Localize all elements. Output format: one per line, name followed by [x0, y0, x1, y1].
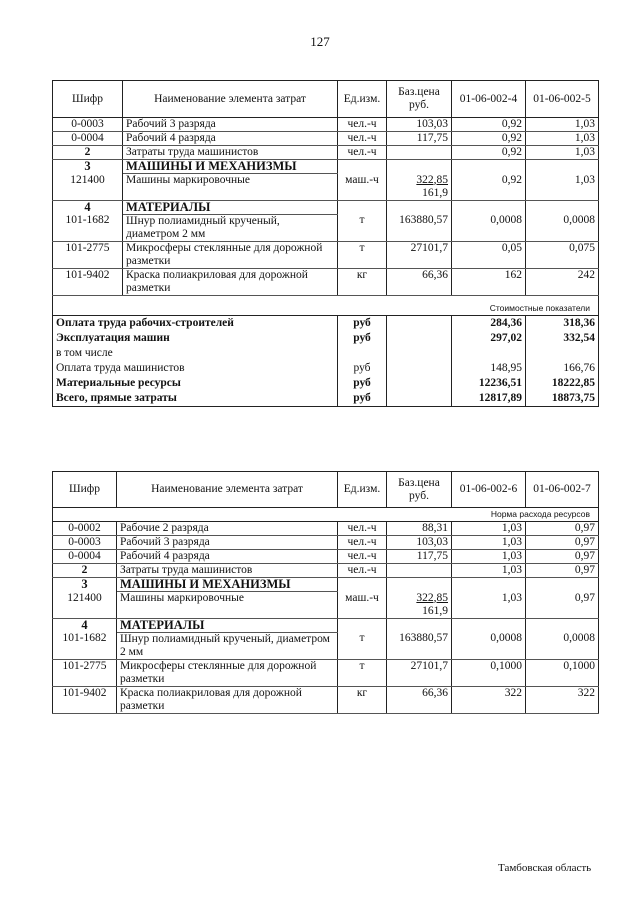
cell-name: Шнур полиамидный крученый, диаметром 2 мм: [123, 214, 338, 241]
cell-name: Микросферы стеклянные для дорожной разметки: [117, 659, 338, 686]
summary-row: [53, 376, 599, 391]
cell-code: 0-0003: [53, 536, 117, 550]
cell-name: Краска полиакриловая для дорожной разметки: [123, 268, 338, 295]
summary-value-a: 148,95: [452, 361, 526, 376]
summary-unit: руб: [338, 376, 387, 391]
summary-unit: руб: [338, 361, 387, 376]
cell-value-b: 0,0008: [526, 214, 599, 241]
cell-value-a: 1,03: [452, 550, 526, 564]
cell-unit: чел.-ч: [338, 550, 387, 564]
section-row: [53, 618, 599, 632]
cell-value-b: 0,97: [526, 550, 599, 564]
cell-name: Рабочий 4 разряда: [117, 550, 338, 564]
table-row: [53, 132, 599, 146]
section-row: [53, 160, 599, 174]
price-current: 322,85: [416, 173, 448, 186]
cell-price: [387, 146, 452, 160]
cell-value-b: 322: [526, 686, 599, 713]
cell-value-b: 1,03: [526, 132, 599, 146]
cell-code: 101-1682: [53, 214, 123, 241]
cell-code: 2: [53, 564, 117, 578]
header-unit: Ед.изм.: [338, 81, 387, 118]
cell-value-b: 1,03: [526, 174, 599, 201]
table-row: [53, 632, 599, 659]
cell-value-b: 0,97: [526, 592, 599, 619]
summary-value-a: 12236,51: [452, 376, 526, 391]
cell-name: Затраты труда машинистов: [117, 564, 338, 578]
cell-code: 0-0003: [53, 118, 123, 132]
section-title: МАШИНЫ И МЕХАНИЗМЫ: [123, 160, 338, 174]
cell-value-a: 1,03: [452, 592, 526, 619]
cell-code: 101-9402: [53, 268, 123, 295]
cell-price: 103,03: [387, 536, 452, 550]
cell-value-b: 0,97: [526, 564, 599, 578]
header-code: Шифр: [53, 81, 123, 118]
cell-price: 66,36: [387, 268, 452, 295]
summary-unit: руб: [338, 315, 387, 331]
section-title: МАШИНЫ И МЕХАНИЗМЫ: [117, 578, 338, 592]
header-col-a: 01-06-002-4: [452, 81, 526, 118]
summary-row: [53, 331, 599, 346]
table-row: [53, 118, 599, 132]
cell-name: Рабочий 4 разряда: [123, 132, 338, 146]
summary-label: Оплата труда машинистов: [53, 361, 338, 376]
summary-row: [53, 346, 599, 361]
summary-label: Оплата труда рабочих-строителей: [53, 315, 338, 331]
cell-code: 121400: [53, 174, 123, 201]
table-row: [53, 214, 599, 241]
cell-value-a: 0,92: [452, 132, 526, 146]
table-row: [53, 268, 599, 295]
cell-name: Шнур полиамидный крученый, диаметром 2 мм: [117, 632, 338, 659]
cell-code: 0-0004: [53, 132, 123, 146]
summary-label: Материальные ресурсы: [53, 376, 338, 391]
header-unit: Ед.изм.: [338, 472, 387, 508]
section-code: 3: [53, 578, 117, 592]
cell-code: 0-0004: [53, 550, 117, 564]
cell-code: 101-2775: [53, 659, 117, 686]
resource-table-2: [52, 471, 599, 714]
cell-value-a: 322: [452, 686, 526, 713]
table-row: [53, 564, 599, 578]
summary-value-b: 18873,75: [526, 391, 599, 407]
summary-value-a: 284,36: [452, 315, 526, 331]
summary-label: Всего, прямые затраты: [53, 391, 338, 407]
cell-price: 163880,57: [387, 214, 452, 241]
cell-name: Рабочий 3 разряда: [123, 118, 338, 132]
header-col-b: 01-06-002-7: [526, 472, 599, 508]
cost-indicators-caption: Стоимостные показатели: [53, 302, 599, 316]
summary-value-a: 297,02: [452, 331, 526, 346]
table-row: [53, 522, 599, 536]
cell-price: [387, 564, 452, 578]
cell-name: Краска полиакриловая для дорожной разметки: [117, 686, 338, 713]
cell-value-b: 1,03: [526, 118, 599, 132]
cell-value-b: 0,075: [526, 241, 599, 268]
summary-unit: руб: [338, 391, 387, 407]
cell-value-a: 0,0008: [452, 214, 526, 241]
cell-name: Рабочие 2 разряда: [117, 522, 338, 536]
cell-code: 101-1682: [53, 632, 117, 659]
summary-value-b: 332,54: [526, 331, 599, 346]
cell-name: Микросферы стеклянные для дорожной разметки: [123, 241, 338, 268]
cell-unit: т: [338, 659, 387, 686]
cell-unit: чел.-ч: [338, 536, 387, 550]
cell-code: 0-0002: [53, 522, 117, 536]
cell-code: 121400: [53, 592, 117, 619]
cell-value-a: 1,03: [452, 522, 526, 536]
cell-price: 88,31: [387, 522, 452, 536]
cell-value-a: 0,92: [452, 146, 526, 160]
cell-price: 163880,57: [387, 632, 452, 659]
cell-unit: маш.-ч: [338, 592, 387, 619]
cell-name: Рабочий 3 разряда: [117, 536, 338, 550]
summary-label: Эксплуатация машин: [53, 331, 338, 346]
table-row: [53, 146, 599, 160]
resource-table-1: [52, 80, 599, 407]
header-price: Баз.цена руб.: [387, 81, 452, 118]
summary-row: [53, 391, 599, 407]
header-name: Наименование элемента затрат: [123, 81, 338, 118]
cell-value-b: 242: [526, 268, 599, 295]
cell-value-b: 0,97: [526, 522, 599, 536]
section-code: 3: [53, 160, 123, 174]
summary-value-b: 18222,85: [526, 376, 599, 391]
header-name: Наименование элемента затрат: [117, 472, 338, 508]
cell-name: Машины маркировочные: [123, 174, 338, 201]
cell-price: [387, 592, 452, 619]
summary-value-b: 166,76: [526, 361, 599, 376]
cell-price: [387, 174, 452, 201]
cell-value-a: 0,1000: [452, 659, 526, 686]
cell-price: 103,03: [387, 118, 452, 132]
cell-price: 27101,7: [387, 241, 452, 268]
cell-value-a: 0,92: [452, 118, 526, 132]
cell-value-a: 0,92: [452, 174, 526, 201]
cell-value-b: 0,97: [526, 536, 599, 550]
summary-value-a: 12817,89: [452, 391, 526, 407]
section-title: МАТЕРИАЛЫ: [123, 200, 338, 214]
price-current: 322,85: [416, 591, 448, 604]
table-row: [53, 659, 599, 686]
table-row: [53, 592, 599, 619]
section-code: 4: [53, 200, 123, 214]
cell-unit: кг: [338, 268, 387, 295]
header-price: Баз.цена руб.: [387, 472, 452, 508]
section-row: [53, 578, 599, 592]
cell-unit: чел.-ч: [338, 118, 387, 132]
cell-unit: т: [338, 214, 387, 241]
table-row: [53, 536, 599, 550]
table-row: [53, 550, 599, 564]
summary-value-b: 318,36: [526, 315, 599, 331]
cell-unit: чел.-ч: [338, 132, 387, 146]
table-row: [53, 241, 599, 268]
cell-name: Затраты труда машинистов: [123, 146, 338, 160]
cell-unit: т: [338, 241, 387, 268]
summary-label: в том числе: [53, 346, 338, 361]
summary-unit: руб: [338, 331, 387, 346]
cell-unit: кг: [338, 686, 387, 713]
cell-value-b: 0,0008: [526, 632, 599, 659]
cell-unit: т: [338, 632, 387, 659]
section-code: 4: [53, 618, 117, 632]
header-code: Шифр: [53, 472, 117, 508]
cell-value-b: 1,03: [526, 146, 599, 160]
cell-code: 2: [53, 146, 123, 160]
cell-value-a: 1,03: [452, 536, 526, 550]
region-footer: Тамбовская область: [498, 862, 592, 874]
cell-value-b: 0,1000: [526, 659, 599, 686]
summary-row: [53, 315, 599, 331]
cell-value-a: 0,05: [452, 241, 526, 268]
cell-unit: чел.-ч: [338, 146, 387, 160]
cell-name: Машины маркировочные: [117, 592, 338, 619]
cell-price: 66,36: [387, 686, 452, 713]
table-row: [53, 686, 599, 713]
cell-price: 117,75: [387, 132, 452, 146]
cell-value-a: 0,0008: [452, 632, 526, 659]
header-col-a: 01-06-002-6: [452, 472, 526, 508]
price-base: 161,9: [422, 604, 448, 617]
header-col-b: 01-06-002-5: [526, 81, 599, 118]
section-title: МАТЕРИАЛЫ: [117, 618, 338, 632]
cell-value-a: 162: [452, 268, 526, 295]
cell-price: 27101,7: [387, 659, 452, 686]
cell-unit: чел.-ч: [338, 564, 387, 578]
price-base: 161,9: [422, 186, 448, 199]
summary-row: [53, 361, 599, 376]
cell-unit: чел.-ч: [338, 522, 387, 536]
summary-unit: [338, 346, 387, 361]
cell-value-a: 1,03: [452, 564, 526, 578]
cell-unit: маш.-ч: [338, 174, 387, 201]
page-number: 127: [310, 34, 330, 49]
cell-code: 101-9402: [53, 686, 117, 713]
table-row: [53, 174, 599, 201]
section-row: [53, 200, 599, 214]
resource-norm-caption: Норма расхода ресурсов: [53, 508, 599, 522]
cell-price: 117,75: [387, 550, 452, 564]
cell-code: 101-2775: [53, 241, 123, 268]
